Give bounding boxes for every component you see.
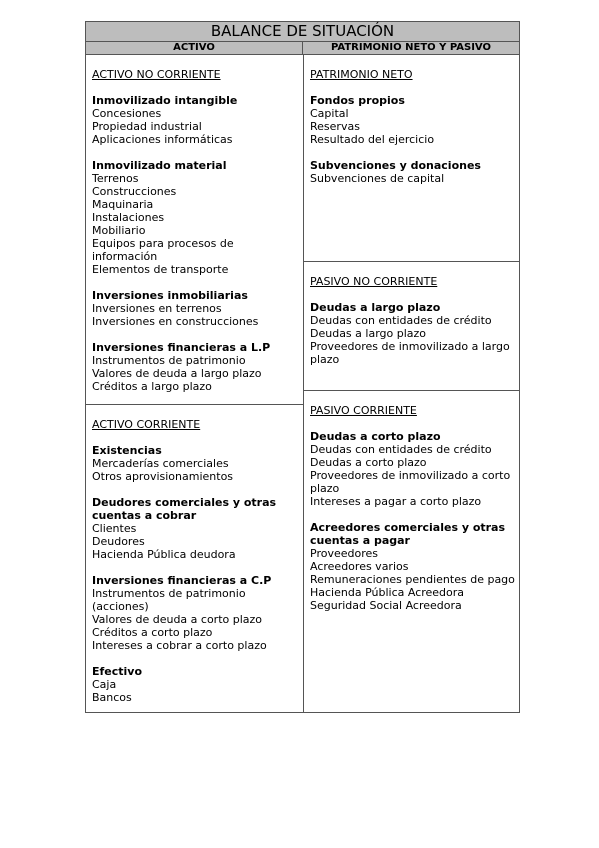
group-title: Deudas a largo plazo: [310, 301, 441, 314]
groups: [92, 94, 298, 393]
account-item: Aplicaciones informáticas: [92, 133, 233, 146]
account-item: Reservas: [310, 120, 360, 133]
account-group: [310, 301, 516, 366]
groups: [310, 94, 516, 185]
account-group: [310, 159, 516, 185]
account-item: Instrumentos de patrimonio (acciones): [92, 587, 246, 613]
account-item: Deudores: [92, 535, 145, 548]
account-item: Hacienda Pública Acreedora: [310, 586, 465, 599]
groups: [92, 444, 298, 704]
account-group: [310, 521, 516, 612]
account-item: Inversiones en construcciones: [92, 315, 259, 328]
account-item: Instrumentos de patrimonio: [92, 354, 246, 367]
section-title: PASIVO NO CORRIENTE: [310, 275, 438, 288]
group-title: Inmovilizado intangible: [92, 94, 238, 107]
account-group: [92, 444, 298, 483]
balance-sheet-table: [85, 21, 520, 713]
pasivo-no-corriente-box: [310, 275, 516, 379]
account-item: Remuneraciones pendientes de pago: [310, 573, 515, 586]
account-item: Inversiones en terrenos: [92, 302, 222, 315]
header-patrimonio-pasivo: PATRIMONIO NETO Y PASIVO: [330, 42, 491, 53]
account-group: [92, 496, 298, 561]
account-item: Bancos: [92, 691, 132, 704]
header-activo: ACTIVO: [86, 42, 303, 54]
account-item: Caja: [92, 678, 117, 691]
group-title: Existencias: [92, 444, 162, 457]
section-title: PASIVO CORRIENTE: [310, 404, 417, 417]
group-title: Subvenciones y donaciones: [310, 159, 481, 172]
account-item: Propiedad industrial: [92, 120, 202, 133]
account-item: Mobiliario: [92, 224, 146, 237]
account-item: Seguridad Social Acreedora: [310, 599, 462, 612]
account-item: Concesiones: [92, 107, 162, 120]
section-title: ACTIVO NO CORRIENTE: [92, 68, 221, 81]
section-title: ACTIVO CORRIENTE: [92, 418, 201, 431]
account-item: Clientes: [92, 522, 137, 535]
account-item: Intereses a cobrar a corto plazo: [92, 639, 267, 652]
group-title: Inversiones financieras a L.P: [92, 341, 271, 354]
group-title: Deudas a corto plazo: [310, 430, 441, 443]
account-item: Deudas a largo plazo: [310, 327, 427, 340]
group-title: Efectivo: [92, 665, 143, 678]
account-item: Deudas con entidades de crédito: [310, 443, 492, 456]
account-item: Deudas con entidades de crédito: [310, 314, 492, 327]
group-title: Fondos propios: [310, 94, 405, 107]
account-item: Subvenciones de capital: [310, 172, 445, 185]
column-divider: [303, 55, 304, 712]
table-title: BALANCE DE SITUACIÓN: [86, 22, 519, 42]
account-item: Terrenos: [92, 172, 139, 185]
account-group: [92, 341, 298, 393]
account-item: Elementos de transporte: [92, 263, 229, 276]
account-item: Deudas a corto plazo: [310, 456, 427, 469]
row-divider-pnc: [303, 390, 519, 391]
account-item: Créditos a largo plazo: [92, 380, 212, 393]
activo-no-corriente-box: [92, 68, 298, 406]
account-group: [92, 159, 298, 276]
account-item: Valores de deuda a largo plazo: [92, 367, 262, 380]
account-group: [92, 574, 298, 652]
patrimonio-neto-box: [310, 68, 516, 198]
account-item: Construcciones: [92, 185, 177, 198]
group-title: Inversiones financieras a C.P: [92, 574, 272, 587]
account-item: Equipos para procesos de información: [92, 237, 234, 263]
group-title: Inversiones inmobiliarias: [92, 289, 248, 302]
account-group: [92, 665, 298, 704]
group-title: Inmovilizado material: [92, 159, 227, 172]
account-group: [310, 430, 516, 508]
account-item: Créditos a corto plazo: [92, 626, 213, 639]
account-group: [92, 289, 298, 328]
pasivo-corriente-box: [310, 404, 516, 625]
account-item: Capital: [310, 107, 349, 120]
account-item: Intereses a pagar a corto plazo: [310, 495, 482, 508]
account-item: Valores de deuda a corto plazo: [92, 613, 263, 626]
group-title: Acreedores comerciales y otras cuentas a pagar: [310, 521, 506, 547]
account-item: Proveedores de inmovilizado a corto plazo: [310, 469, 511, 495]
account-item: Acreedores varios: [310, 560, 409, 573]
section-title: PATRIMONIO NETO: [310, 68, 413, 81]
account-item: Maquinaria: [92, 198, 154, 211]
account-item: Mercaderías comerciales: [92, 457, 229, 470]
account-item: Proveedores de inmovilizado a largo plazo: [310, 340, 510, 366]
account-item: Resultado del ejercicio: [310, 133, 435, 146]
account-item: Instalaciones: [92, 211, 165, 224]
account-item: Otros aprovisionamientos: [92, 470, 234, 483]
groups: [310, 301, 516, 366]
account-item: Hacienda Pública deudora: [92, 548, 236, 561]
account-group: [92, 94, 298, 146]
account-item: Proveedores: [310, 547, 378, 560]
row-divider-pn: [303, 261, 519, 262]
groups: [310, 430, 516, 612]
group-title: Deudores comerciales y otras cuentas a cobrar: [92, 496, 277, 522]
column-headers: [86, 42, 519, 55]
account-group: [310, 94, 516, 146]
activo-corriente-box: [92, 418, 298, 717]
